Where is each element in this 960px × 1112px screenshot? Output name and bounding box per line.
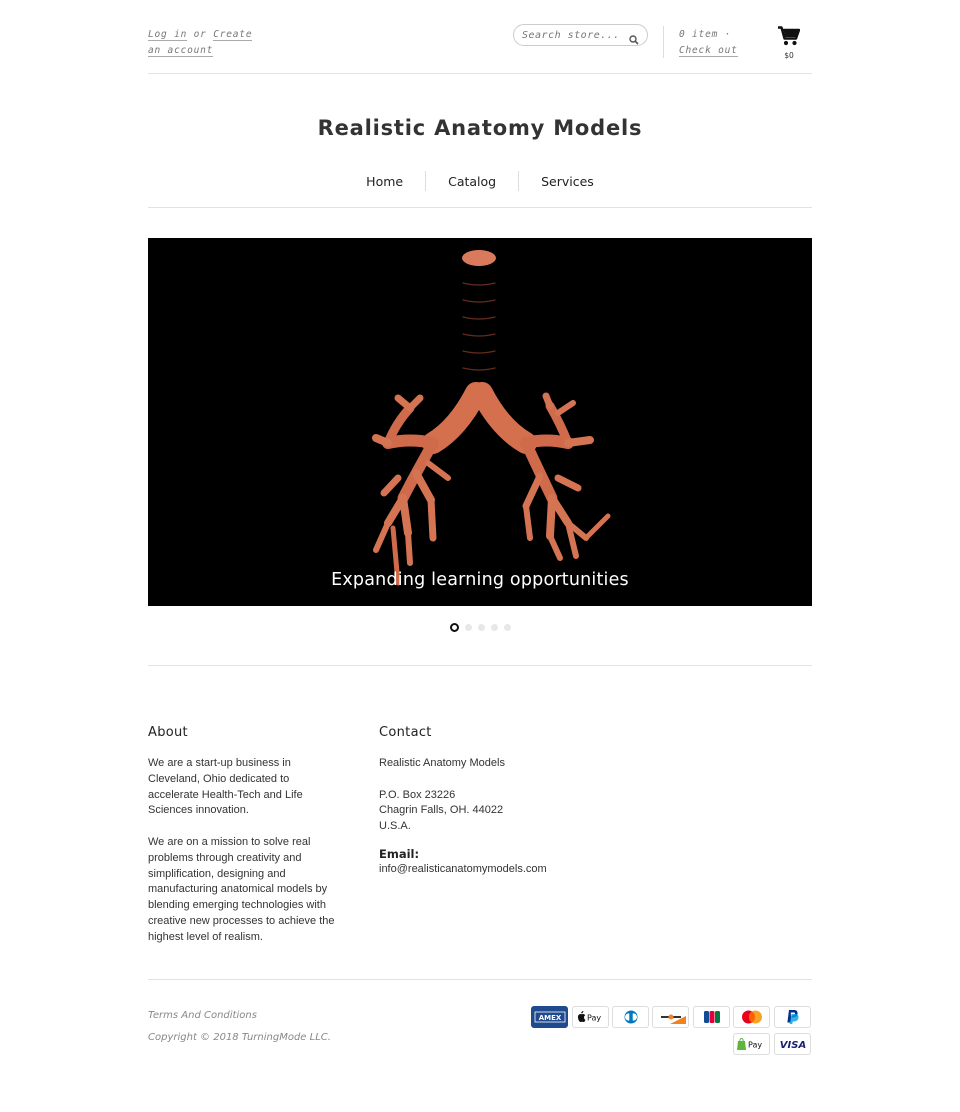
about-paragraph: We are on a mission to solve real problems through creativity and simplification, designing and manufacturing anatomical models by blending emerging technologies with creative new processes to achieve the highest level of realism. bbox=[148, 835, 335, 943]
shop-pay-icon bbox=[733, 1033, 770, 1055]
contact-heading: Contact bbox=[379, 725, 432, 740]
hero-slider[interactable] bbox=[148, 238, 812, 606]
account-links bbox=[148, 27, 258, 59]
paypal-icon bbox=[774, 1006, 811, 1028]
contact-section bbox=[379, 725, 599, 878]
slider-dot[interactable] bbox=[450, 623, 459, 632]
main-nav bbox=[148, 171, 812, 208]
cart-total: $0 bbox=[784, 51, 794, 60]
cart-button[interactable] bbox=[776, 26, 802, 60]
amex-label: AMEX bbox=[538, 1014, 561, 1022]
search-box[interactable] bbox=[513, 24, 648, 46]
apple-pay-icon bbox=[572, 1006, 609, 1028]
cart-info: 0 item · Check out bbox=[679, 29, 738, 56]
slider-dot[interactable] bbox=[478, 624, 485, 631]
checkout-link[interactable]: Check out bbox=[679, 45, 738, 56]
amex-icon bbox=[531, 1006, 568, 1028]
terms-link[interactable]: Terms And Conditions bbox=[148, 1010, 257, 1021]
svg-text:Pay: Pay bbox=[586, 1013, 601, 1023]
header-divider bbox=[663, 26, 664, 58]
footer-divider bbox=[148, 979, 812, 980]
nav-item-catalog[interactable]: Catalog bbox=[448, 174, 497, 189]
cart-icon[interactable] bbox=[778, 26, 800, 46]
bronchial-tree-image bbox=[148, 238, 812, 606]
jcb-icon bbox=[693, 1006, 730, 1028]
email-label: Email: bbox=[379, 846, 420, 861]
contact-po-box: P.O. Box 23226 bbox=[379, 788, 456, 801]
visa-label: VISA bbox=[779, 1040, 806, 1051]
visa-icon bbox=[774, 1033, 811, 1055]
slider-pagination bbox=[148, 623, 812, 632]
diners-club-icon bbox=[612, 1006, 649, 1028]
copyright-text: Copyright © 2018 TurningMode LLC. bbox=[148, 1032, 331, 1043]
about-paragraph: We are a start-up business in Cleveland, Ohio dedicated to accelerate Health-Tech and Life Sciences innovation. bbox=[148, 757, 303, 817]
or-text: or bbox=[193, 29, 207, 40]
slide-caption: Expanding learning opportunities bbox=[331, 570, 629, 590]
search-icon[interactable] bbox=[629, 30, 639, 40]
slider-dot[interactable] bbox=[465, 624, 472, 631]
contact-city: Chagrin Falls, OH. 44022 bbox=[379, 804, 504, 817]
mastercard-icon bbox=[733, 1006, 770, 1028]
slider-dot[interactable] bbox=[504, 624, 511, 631]
create-account-link[interactable]: Create an account bbox=[148, 29, 253, 56]
legal-links bbox=[148, 1005, 331, 1049]
site-header bbox=[148, 0, 812, 74]
search-input[interactable] bbox=[522, 27, 622, 43]
about-heading: About bbox=[148, 725, 188, 740]
about-section bbox=[148, 725, 338, 946]
slider-dot[interactable] bbox=[491, 624, 498, 631]
nav-item-home[interactable]: Home bbox=[366, 174, 404, 189]
svg-text:Pay: Pay bbox=[747, 1040, 762, 1050]
nav-item-services[interactable]: Services bbox=[541, 174, 594, 189]
cart-count: 0 item bbox=[679, 29, 719, 40]
section-divider bbox=[148, 665, 812, 666]
discover-icon bbox=[652, 1006, 689, 1028]
contact-company: Realistic Anatomy Models bbox=[379, 757, 505, 769]
contact-email[interactable]: info@realisticanatomymodels.com bbox=[379, 862, 547, 875]
contact-country: U.S.A. bbox=[379, 820, 411, 833]
site-title[interactable]: Realistic Anatomy Models bbox=[317, 116, 643, 140]
login-link[interactable]: Log in bbox=[148, 29, 188, 40]
